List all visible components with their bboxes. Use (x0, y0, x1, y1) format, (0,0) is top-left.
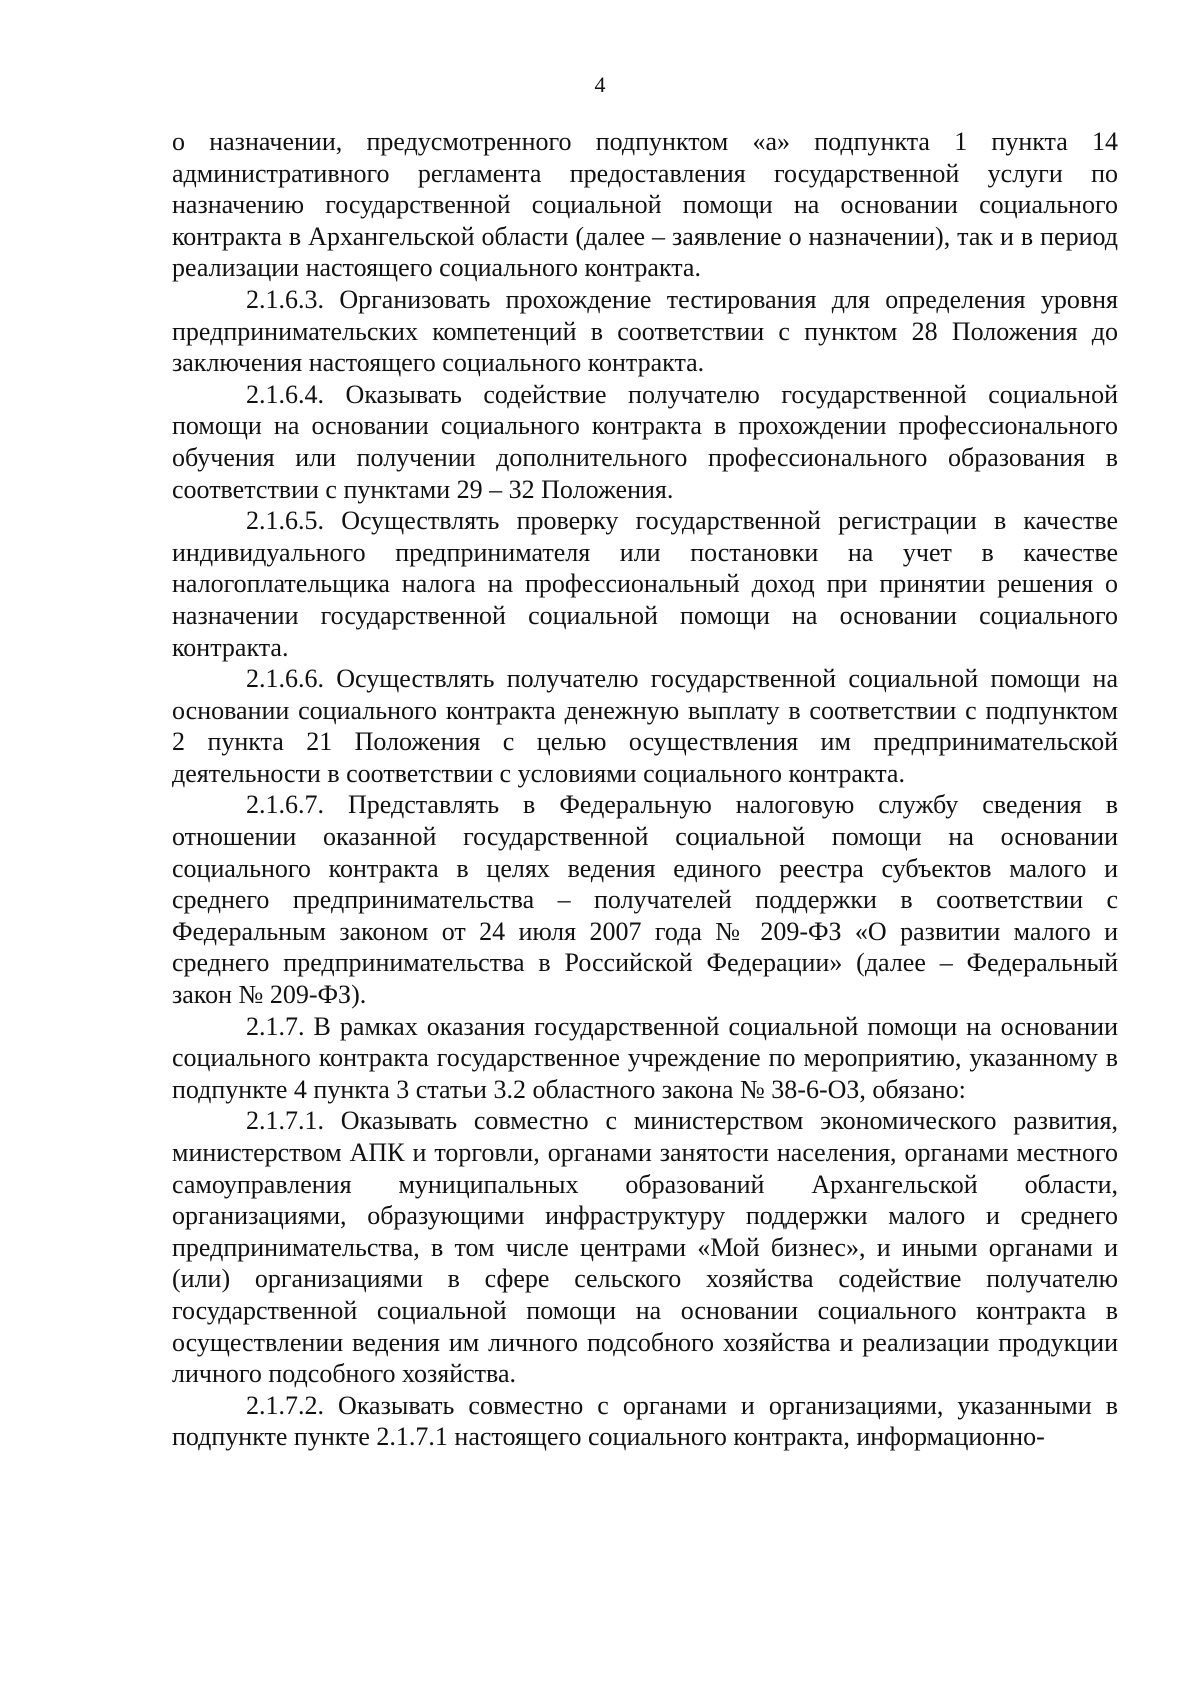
page-number: 4 (594, 72, 606, 97)
paragraph-2-1-6-4: 2.1.6.4. Оказывать содействие получателю государственной социальной помощи на основании социального контракта в прохождении профессионального обучения или получении дополнительного профессионального образования в соответствии с пунктами 29 – 32 Положения. (172, 379, 1118, 504)
paragraph-2-1-7-2: 2.1.7.2. Оказывать совместно с органами и организациями, указанными в подпункте пункте 2.1.7.1 настоящего социального контракта, информационно- (172, 1390, 1118, 1452)
paragraph-2-1-7: 2.1.7. В рамках оказания государственной социальной помощи на основании социального контракта государственное учреждение по мероприятию, указанному в подпункте 4 пункта 3 статьи 3.2 областного закона № 38-6-ОЗ, обязано: (172, 1011, 1118, 1104)
paragraph-2-1-6-3: 2.1.6.3. Организовать прохождение тестирования для определения уровня предпринимательских компетенций в соответствии с пунктом 28 Положения до заключения настоящего социального контракта. (172, 284, 1118, 378)
paragraph-2-1-6-5: 2.1.6.5. Осуществлять проверку государственной регистрации в качестве индивидуального предпринимателя или постановки на учет в качестве налогоплательщика налога на профессиональный доход при принятии решения о назначении государственной социальной помощи на основании социального контракта. (172, 506, 1118, 662)
paragraph-2-1-7-1: 2.1.7.1. Оказывать совместно с министерством экономического развития, министерством АПК и торговли, органами занятости населения, органами местного самоуправления муниципальных образований Архангельской области, организациями, образующими инфраструктуру поддержки малого и среднего предпринимательства, в том числе центрами «Мой бизнес», и иными органами и (или) организациями в сфере сельского хозяйства содействие получателю государственной социальной помощи на основании социального контракта в осуществлении ведения им личного подсобного хозяйства и реализации продукции личного подсобного хозяйства. (172, 1106, 1118, 1389)
paragraph-2-1-6-6: 2.1.6.6. Осуществлять получателю государственной социальной помощи на основании социального контракта денежную выплату в соответствии с подпунктом 2 пункта 21 Положения с целью осуществления им предпринимательской деятельности в соответствии с условиями социального контракта. (172, 664, 1118, 788)
document-body (172, 126, 1118, 1453)
paragraph-2-1-6-7: 2.1.6.7. Представлять в Федеральную налоговую службу сведения в отношении оказанной государственной социальной помощи на основании социального контракта в целях ведения единого реестра субъектов малого и среднего предпринимательства – получателей поддержки в соответствии с Федеральным законом от 24 июля 2007 года № 209-ФЗ «О развитии малого и среднего предпринимательства в Российской Федерации» (далее – Федеральный закон № 209-ФЗ). (172, 790, 1118, 1010)
paragraph-continuation: о назначении, предусмотренного подпунктом «а» подпункта 1 пункта 14 административного регламента предоставления государственной услуги по назначению государственной социальной помощи на основании социального контракта в Архангельской области (далее – заявление о назначении), так и в период реализации настоящего социального контракта. (172, 127, 1118, 283)
